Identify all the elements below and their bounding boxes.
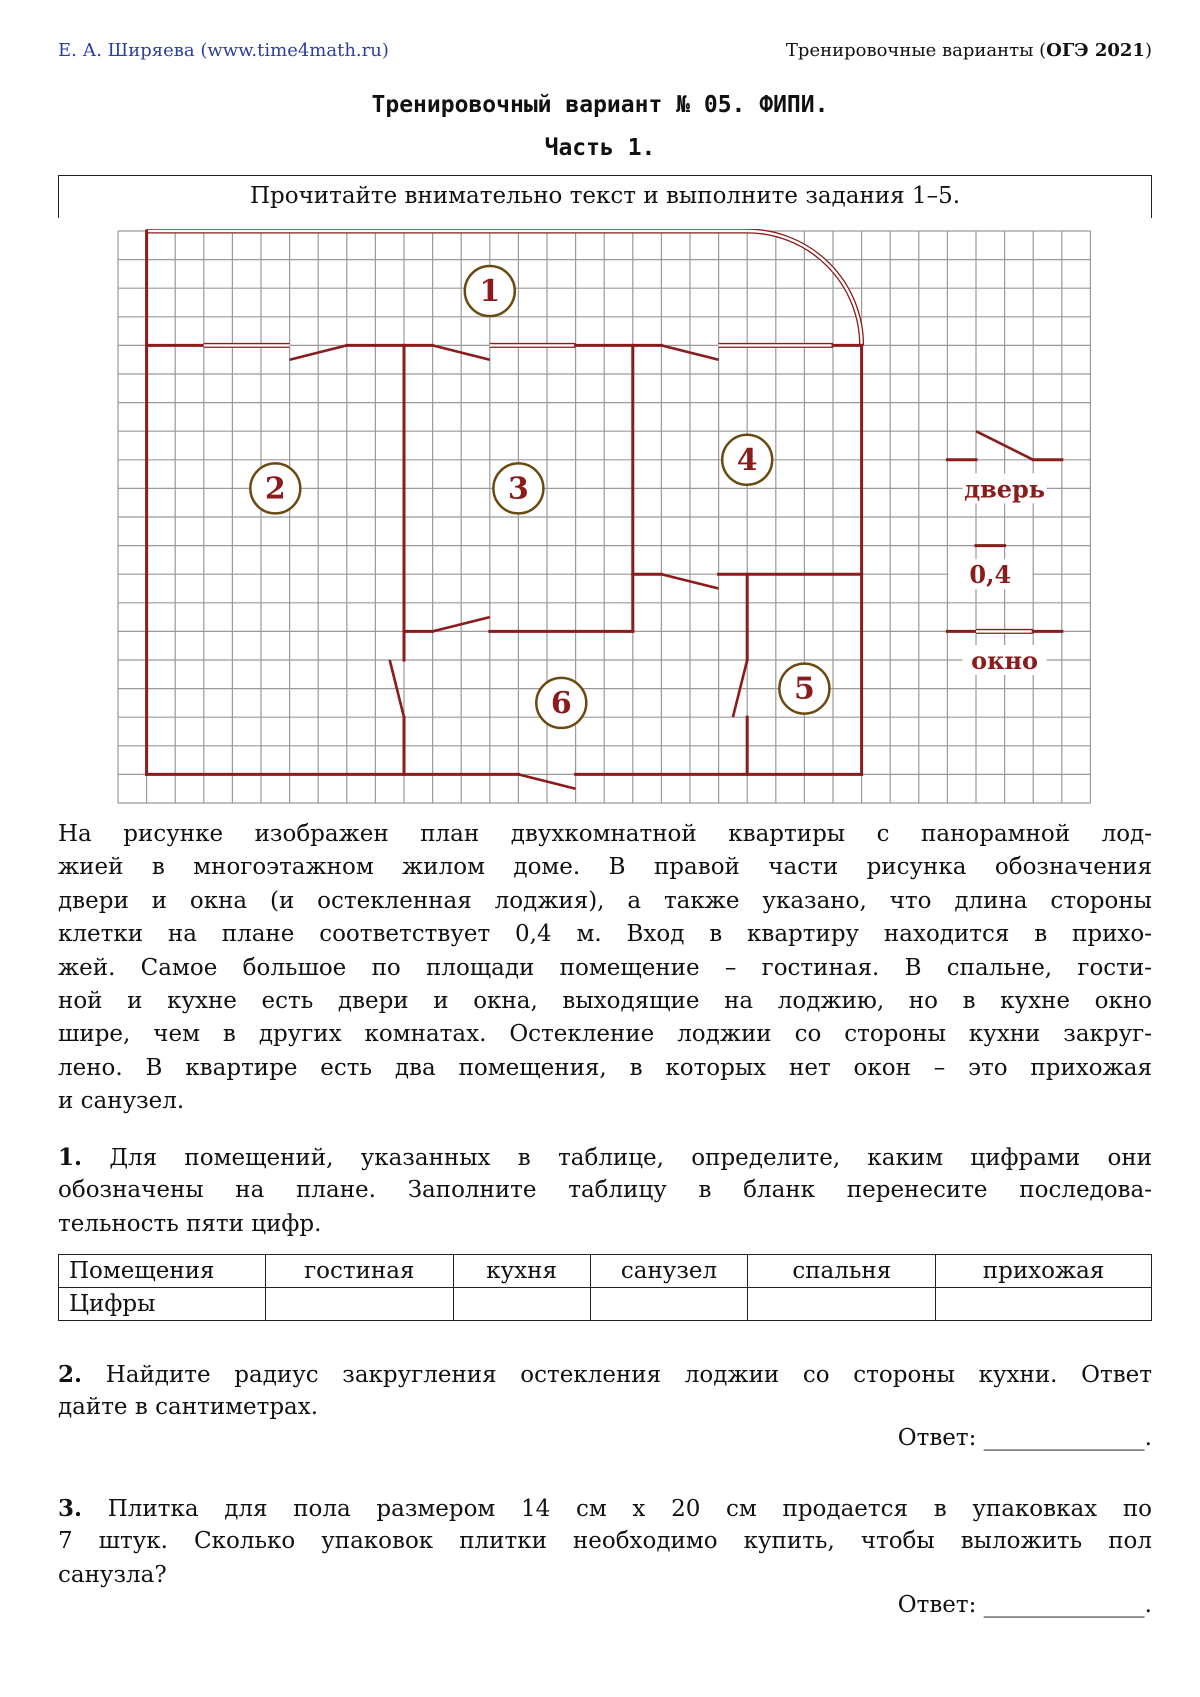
column-header: санузел xyxy=(590,1255,748,1288)
header-exam: ОГЭ 2021 xyxy=(1046,40,1145,61)
column-header: спальня xyxy=(748,1255,936,1288)
paragraph-line: двери и окна (и остекленная лоджия), а также указано, что длина стороны xyxy=(58,887,1152,914)
question-line: тельность пяти цифр. xyxy=(58,1210,322,1237)
room-label-6: 6 xyxy=(550,685,572,721)
question-2 xyxy=(58,1358,1152,1425)
legend-window-label: окно xyxy=(971,646,1039,675)
answer-field-q3[interactable]: Ответ: ______________. xyxy=(897,1592,1152,1618)
header-prefix: Тренировочные варианты ( xyxy=(785,40,1047,61)
paragraph-line: жией в многоэтажном жилом доме. В правой части рисунка обозначения xyxy=(58,854,1152,881)
question-3 xyxy=(58,1492,1152,1592)
room-label-3: 3 xyxy=(507,471,529,507)
header-suffix: ) xyxy=(1144,40,1152,61)
question-line: 3. Плитка для пола размером 14 см х 20 см продается в упаковках по xyxy=(58,1495,1153,1522)
answer-cell[interactable] xyxy=(590,1288,748,1321)
rooms-table xyxy=(58,1254,1152,1321)
paragraph-line: На рисунке изображен план двухкомнатной квартиры с панорамной лод- xyxy=(58,821,1152,847)
legend-scale-label: 0,4 xyxy=(969,560,1012,590)
paragraph-line: ной и кухне есть двери и окна, выходящие на лоджию, но в кухне окно xyxy=(58,987,1152,1014)
question-line: 2. Найдите радиус закругления остекления лоджии со стороны кухни. Ответ xyxy=(58,1361,1153,1388)
instruction-text: Прочитайте внимательно текст и выполните задания 1–5. xyxy=(249,183,961,209)
table-row xyxy=(59,1288,1152,1321)
question-line: 7 штук. Сколько упаковок плитки необходимо купить, чтобы выложить пол xyxy=(58,1528,1152,1555)
paragraph-line: клетки на плане соответствует 0,4 м. Вход в квартиру находится в прихо- xyxy=(58,921,1152,948)
column-header: кухня xyxy=(453,1255,590,1288)
description-paragraph xyxy=(58,818,1152,1119)
instruction-box xyxy=(58,175,1152,218)
answer-field-q2[interactable]: Ответ: ______________. xyxy=(897,1425,1152,1451)
question-line: дайте в сантиметрах. xyxy=(58,1394,319,1421)
paragraph-line: лено. В квартире есть два помещения, в которых нет окон – это прихожая xyxy=(58,1054,1152,1081)
room-label-1: 1 xyxy=(479,274,501,310)
paragraph-line: шире, чем в других комнатах. Остекление лоджии со стороны кухни закруг- xyxy=(58,1021,1152,1048)
table-row xyxy=(59,1255,1152,1288)
row-header: Помещения xyxy=(59,1255,266,1288)
question-number: 3. xyxy=(58,1495,83,1522)
question-line: обозначены на плане. Заполните таблицу в бланк перенесите последова- xyxy=(58,1177,1152,1204)
apartment-plan xyxy=(104,229,1094,809)
answer-cell[interactable] xyxy=(936,1288,1152,1321)
room-label-5: 5 xyxy=(793,671,815,707)
paragraph-line: жей. Самое большое по площади помещение – гостиная. В спальне, гости- xyxy=(58,954,1152,981)
part-title: Часть 1. xyxy=(544,135,656,161)
answer-cell[interactable] xyxy=(748,1288,936,1321)
room-label-4: 4 xyxy=(736,442,758,478)
question-1 xyxy=(58,1141,1152,1241)
room-label-2: 2 xyxy=(264,471,286,507)
legend-door-label: дверь xyxy=(964,474,1046,504)
answer-cell[interactable] xyxy=(265,1288,453,1321)
paragraph-line: и санузел. xyxy=(58,1088,185,1115)
header-author: Е. А. Ширяева (www.time4math.ru) xyxy=(58,40,389,61)
question-number: 2. xyxy=(58,1361,83,1388)
question-number: 1. xyxy=(58,1144,83,1171)
row-header: Цифры xyxy=(59,1288,266,1321)
question-line: 1. Для помещений, указанных в таблице, определите, каким цифрами они xyxy=(58,1144,1152,1171)
question-line: санузла? xyxy=(58,1561,167,1588)
header-series xyxy=(786,40,1152,61)
page-title: Тренировочный вариант № 05. ФИПИ. xyxy=(371,92,829,118)
answer-cell[interactable] xyxy=(453,1288,590,1321)
column-header: прихожая xyxy=(936,1255,1152,1288)
column-header: гостиная xyxy=(265,1255,453,1288)
